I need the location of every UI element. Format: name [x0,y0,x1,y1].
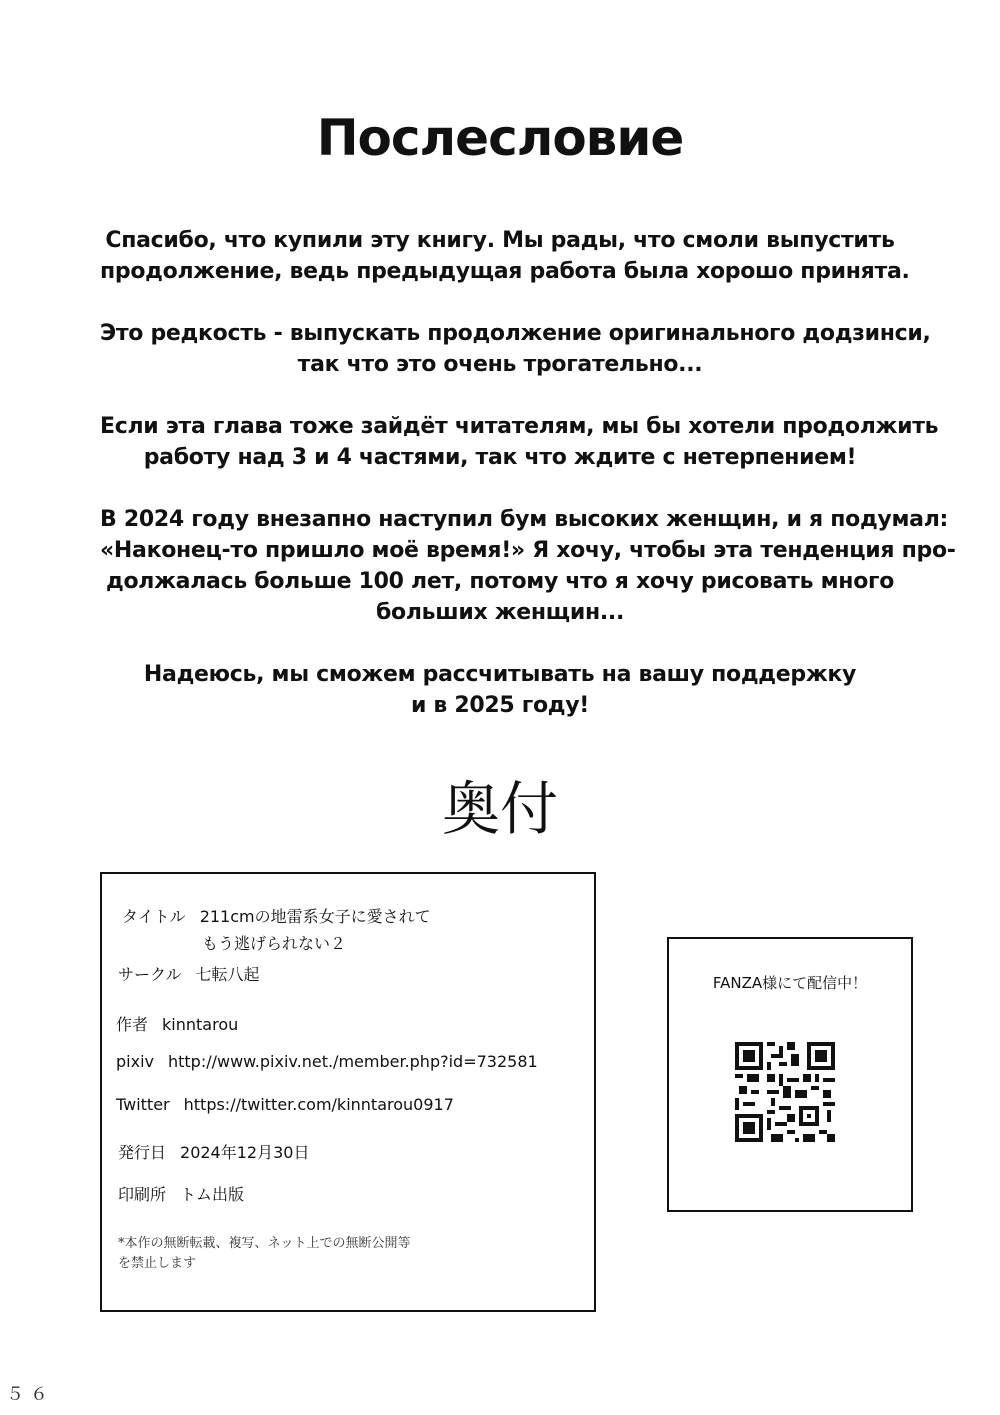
qr-box [667,937,913,1212]
paragraph-line: Спасибо, что купили эту книгу. Мы рады, что смоли выпустить [105,228,895,253]
date-value: 2024年12月30日 [180,1143,310,1162]
twitter-url: https://twitter.com/kinntarou0917 [183,1095,454,1114]
qr-caption: FANZA様にて配信中！ [712,974,868,992]
twitter-label: Twitter [116,1095,170,1114]
afterword-paragraph [100,659,900,721]
afterword-body [100,225,956,752]
printer-row [118,1182,244,1205]
copyright-notice [118,1234,411,1274]
paragraph-line: больших женщин... [375,600,625,625]
title-row-continued [202,931,346,954]
pixiv-label: pixiv [116,1052,154,1071]
circle-value: 七転八起 [195,965,260,984]
qr-code-icon [735,1042,835,1142]
author-label: 作者 [116,1015,149,1034]
circle-label: サークル [118,965,182,984]
circle-row [118,962,260,985]
paragraph-line: В 2024 году внезапно наступил бум высоких женщин, и я подумал: [100,507,949,532]
title-value-line2: もう逃げられない２ [202,934,347,953]
paragraph-line: продолжение, ведь предыдущая работа была хорошо принята. [100,259,910,284]
paragraph-line: Если эта глава тоже зайдёт читателям, мы бы хотели продолжить [100,414,939,439]
date-label: 発行日 [118,1143,167,1162]
paragraph-line: и в 2025 году! [410,693,590,718]
title-label: タイトル [122,907,186,926]
paragraph-line: Это редкость - выпускать продолжение оригинального додзинси, [100,321,931,346]
date-row [118,1140,309,1163]
printer-value: トム出版 [180,1185,245,1204]
pixiv-url: http://www.pixiv.net./member.php?id=732581 [167,1052,538,1071]
paragraph-line: «Наконец-то пришло моё время!» Я хочу, чтобы эта тенденция про- [100,538,956,563]
author-value: kinntarou [162,1015,239,1034]
title-row [122,904,431,927]
pixiv-row [116,1052,538,1071]
paragraph-line: работу над 3 и 4 частями, так что ждите с нетерпением! [143,445,857,470]
paragraph-line: должалась больше 100 лет, потому что я хочу рисовать много [105,569,895,594]
printer-label: 印刷所 [118,1185,167,1204]
title-value: 211cmの地雷系女子に愛されて [199,907,431,926]
afterword-paragraph [100,504,956,628]
notice-line: を禁止します [118,1256,197,1271]
afterword-paragraph [100,318,931,380]
paragraph-line: так что это очень трогательно... [297,352,703,377]
page-number: ５６ [6,1384,54,1405]
afterword-title: Послесловие [316,109,684,167]
twitter-row [116,1095,454,1114]
afterword-paragraph [100,411,939,473]
afterword-paragraph [100,225,910,287]
colophon-info-box [100,872,596,1312]
notice-line: *本作の無断転載、複写、ネット上での無断公開等 [118,1236,411,1251]
author-row [116,1012,238,1035]
colophon-heading: 奥付 [441,775,558,843]
paragraph-line: Надеюсь, мы сможем рассчитывать на вашу поддержку [143,662,857,687]
